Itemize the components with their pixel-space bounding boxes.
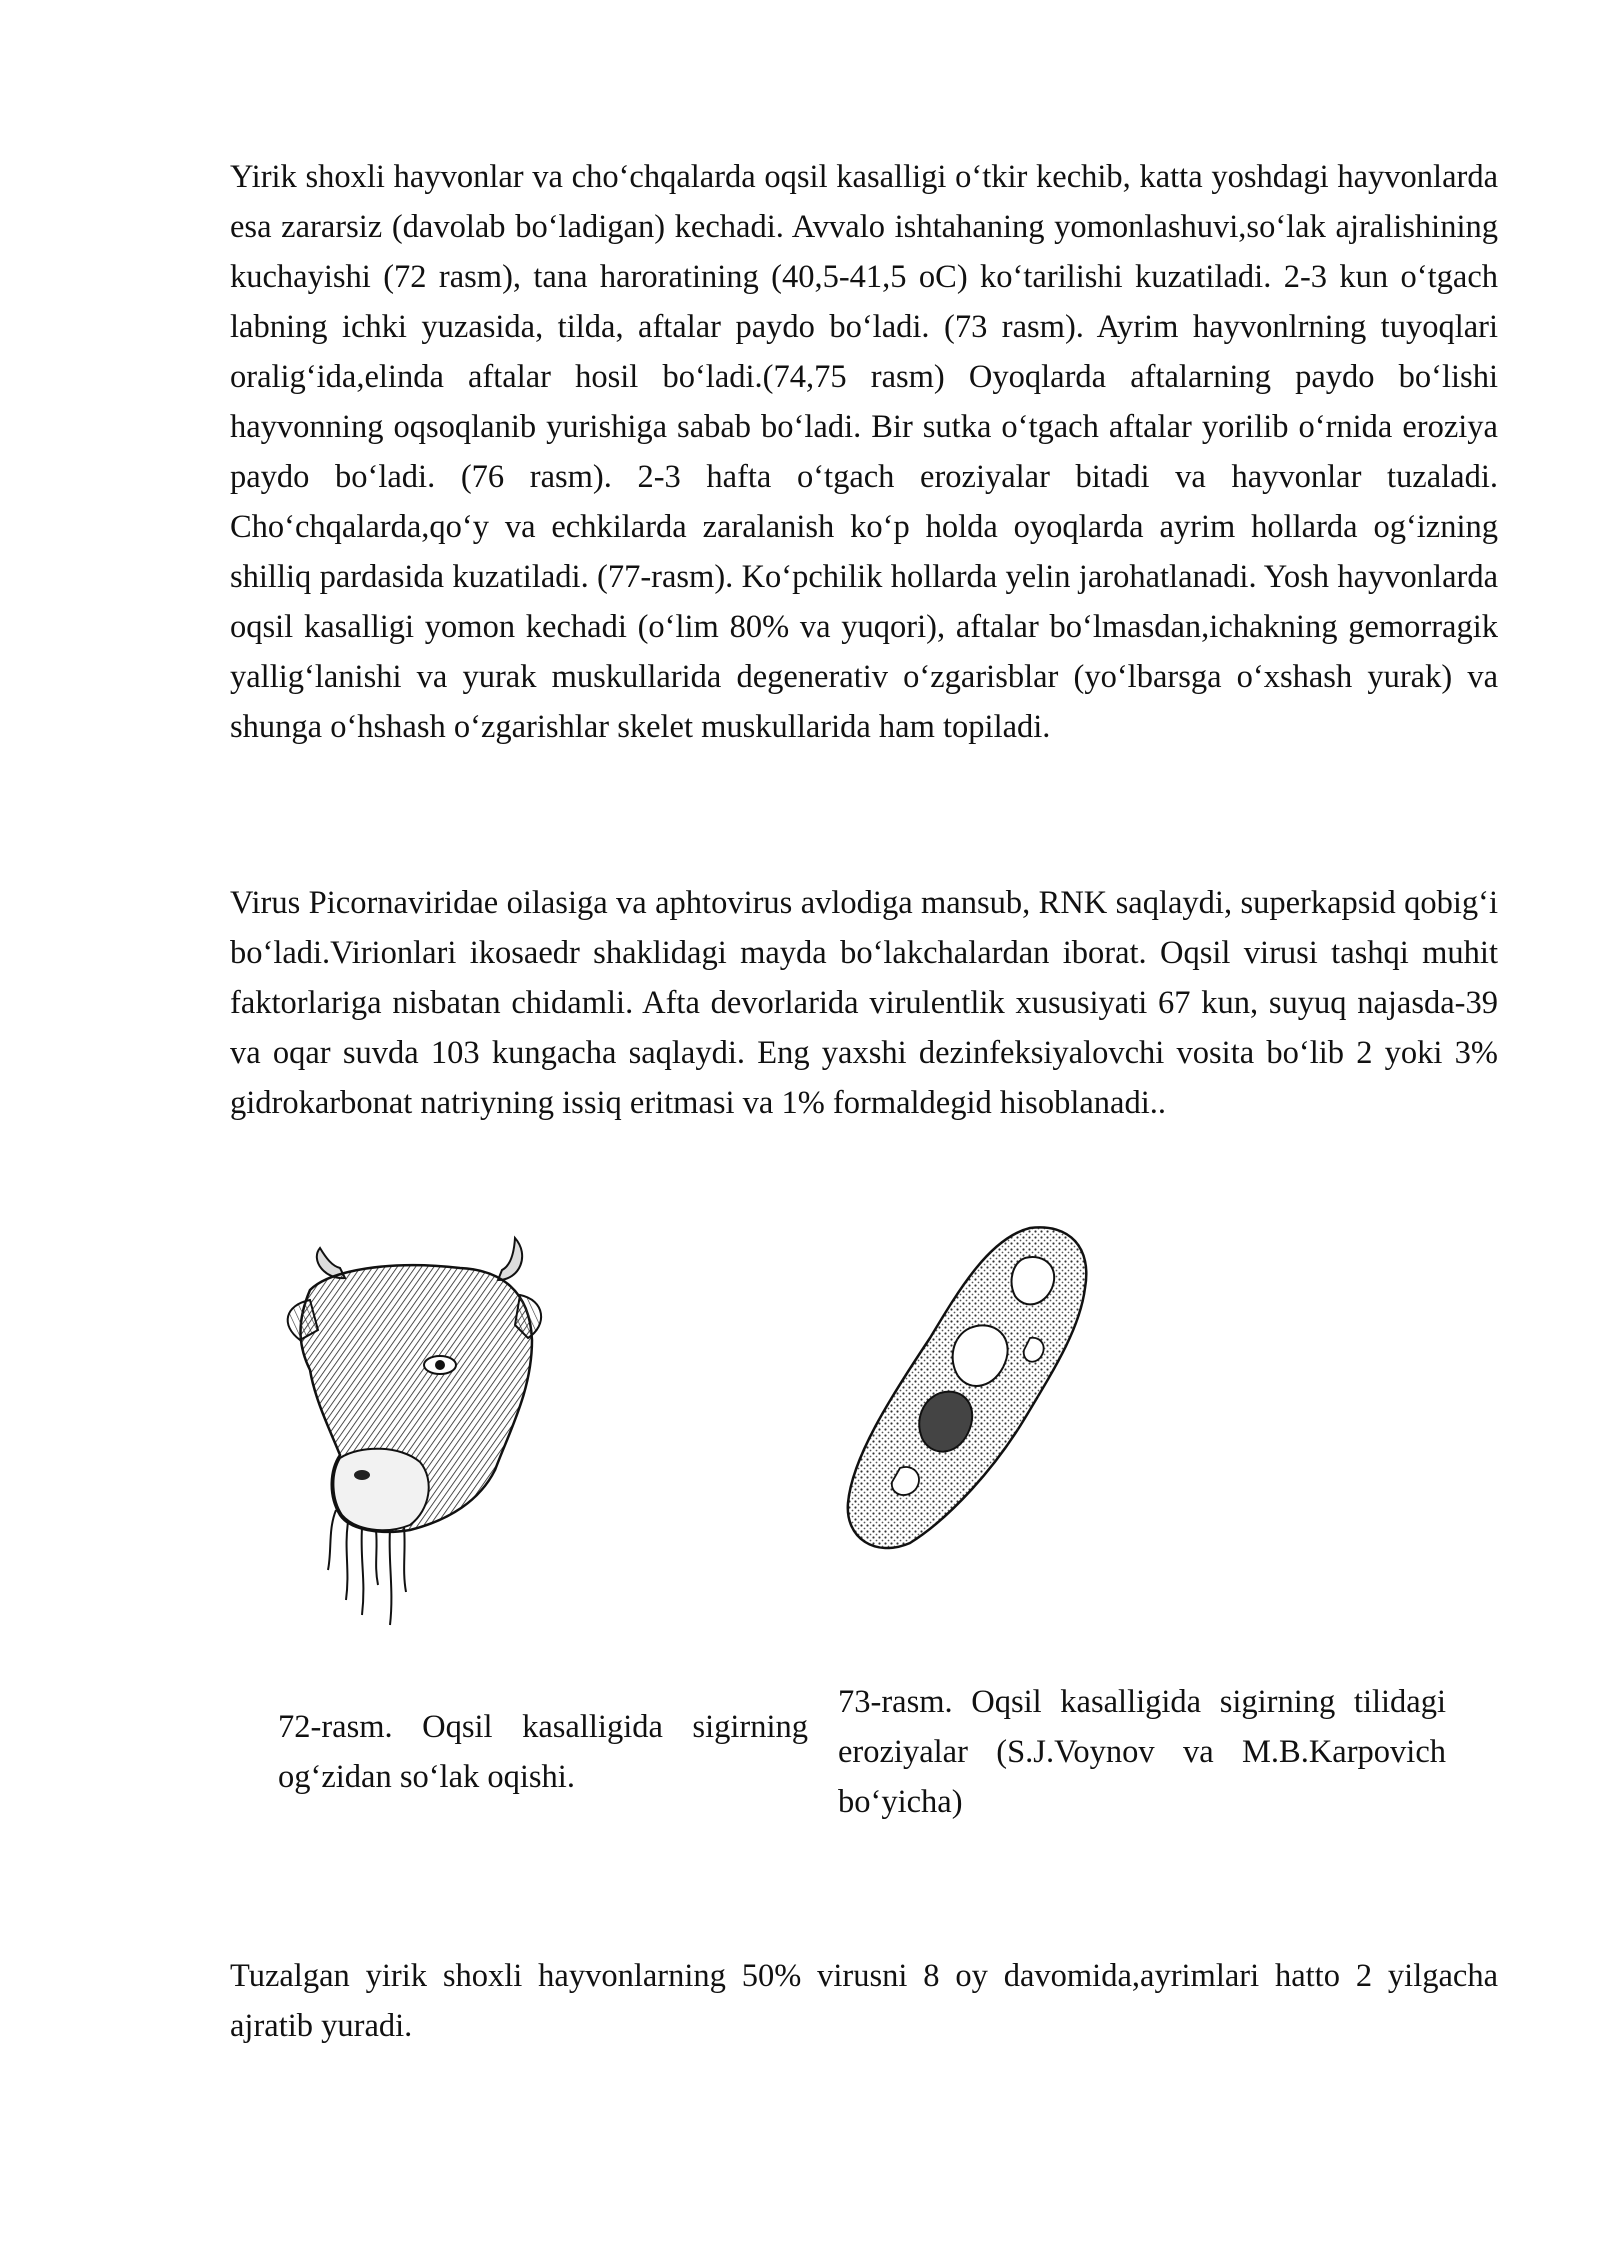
- body-paragraph-1: Yirik shoxli hayvonlar va cho‘chqalarda oqsil kasalligi o‘tkir kechib, katta yoshdagi hayvonlarda esa zararsiz (davolab bo‘ladigan) kechadi. Avvalo ishtahaning yomonlashuvi,so‘lak ajralishining kuchayishi (72 rasm), tana haroratining (40,5-41,5 oC) ko‘tarilishi kuzatiladi. 2-3 kun o‘tgach labning ichki yuzasida, tilda, aftalar paydo bo‘ladi. (73 rasm). Ayrim hayvonlrning tuyoqlari oralig‘ida,elinda aftalar hosil bo‘ladi.(74,75 rasm) Oyoqlarda aftalarning paydo bo‘lishi hayvonning oqsoqlanib yurishiga sabab bo‘ladi. Bir sutka o‘tgach aftalar yorilib o‘rnida eroziya paydo bo‘ladi. (76 rasm). 2-3 hafta o‘tgach eroziyalar bitadi va hayvonlar tuzaladi. Cho‘chqalarda,qo‘y va echkilarda zaralanish ko‘p holda oyoqlarda ayrim hollarda og‘izning shilliq pardasida kuzatiladi. (77-rasm). Ko‘pchilik hollarda yelin jarohatlanadi. Yosh hayvonlarda oqsil kasalligi yomon kechadi (o‘lim 80% va yuqori), aftalar bo‘lmasdan,ichakning gemorragik yallig‘lanishi va yurak muskullarida degenerativ o‘zgarisblar (yo‘lbarsga o‘xshash yurak) va shunga o‘hshash o‘zgarishlar skelet muskullarida ham topiladi.: [230, 159, 1498, 745]
- body-paragraph-2: Virus Picornaviridae oilasiga va aphtovirus avlodiga mansub, RNK saqlaydi, superkapsid qobig‘i bo‘ladi.Virionlari ikosaedr shaklidagi mayda bo‘lakchalardan iborat. Oqsil virusi tashqi muhit faktorlariga nisbatan chidamli. Afta devorlarida virulentlik xususiyati 67 kun, suyuq najasda-39 va oqar suvda 103 kungacha saqlaydi. Eng yaxshi dezinfeksiyalovchi vosita bo‘lib 2 yoki 3% gidrokarbonat natriyning issiq eritmasi va 1% formaldegid hisoblanadi..: [230, 885, 1498, 1121]
- tongue-erosion-illustration: [830, 1218, 1100, 1558]
- body-paragraph-3: Tuzalgan yirik shoxli hayvonlarning 50% virusni 8 oy davomida,ayrimlari hatto 2 yilgacha ajratib yuradi.: [230, 1958, 1498, 2044]
- figure-72-caption: 72-rasm. Oqsil kasalligida sigirning og‘zidan so‘lak oqishi.: [278, 1709, 808, 1795]
- cow-head-drooling-illustration: [270, 1230, 550, 1630]
- figure-73: [830, 1218, 1100, 1558]
- figure-73-caption: 73-rasm. Oqsil kasalligida sigirning tilidagi eroziyalar (S.J.Voynov va M.B.Karpovich bo‘yicha): [838, 1684, 1446, 1820]
- figure-72: [270, 1230, 550, 1630]
